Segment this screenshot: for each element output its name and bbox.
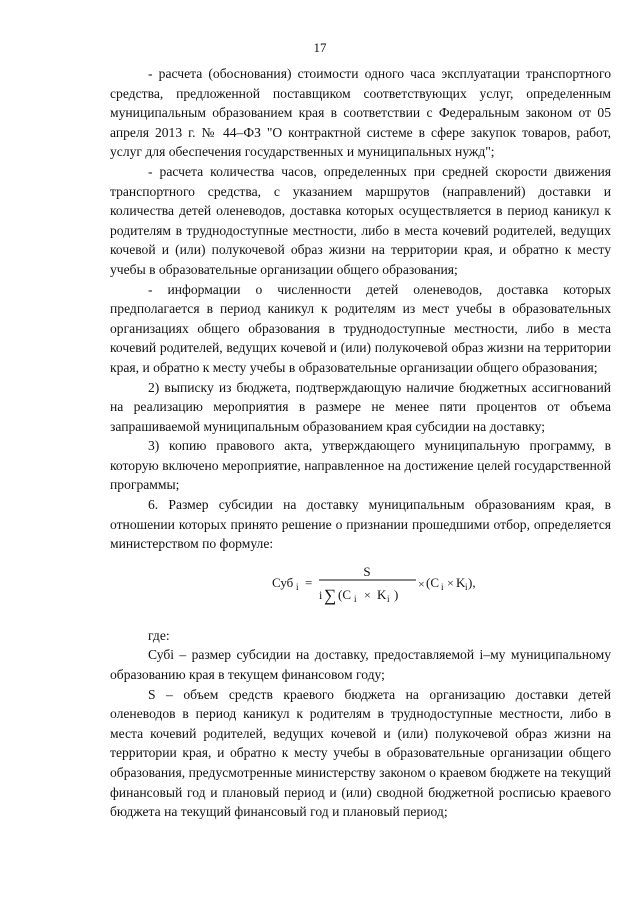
formula-denom-close: ) (394, 586, 399, 602)
paragraph: 2) выписку из бюджета, подтверждающую наличие бюджетных ассигнований на реализацию мероприятия в размере не менее пяти процентов от объема запрашиваемой муниципальным образованием края субсидии на доставку; (110, 379, 611, 434)
document-body (110, 64, 611, 822)
formula-block (110, 554, 611, 612)
formula-equals: = (305, 574, 313, 590)
formula-rhs-close: ), (468, 574, 476, 590)
formula-denom-k-sub: i (387, 593, 390, 604)
formula-denom-times: × (364, 587, 371, 602)
paragraph: - расчета (обоснования) стоимости одного часа эксплуатации транспортного средства, предложенной поставщиком соответствующих услуг, определенным муниципальным образованием края в соответствии с Федеральным законом от 05 апреля 2013 г. № 44–ФЗ "О контрактной системе в сфере закупок товаров, работ, услуг для обеспечения государственных и муниципальных нужд"; (110, 66, 611, 160)
paragraph: S – объем средств краевого бюджета на организацию доставки детей оленеводов в период каникул к родителям в труднодоступные местности, либо в места кочевий родителей, ведущих кочевой и (или) полукочевой образ жизни на территории края, и обратно к месту учебы в образовательные организации общего образования, предусмотренные министерству законом о краевом бюджете на текущий финансовый год и плановый период и (или) сводной бюджетной росписью краевого бюджета на текущий финансовый год и плановый период; (110, 686, 611, 820)
formula-rhs-k: K (456, 574, 466, 590)
formula-denom-index: i (319, 587, 323, 602)
subsidy-formula (272, 562, 476, 608)
formula-numerator: S (363, 563, 371, 579)
where-label: где: (148, 627, 170, 643)
paragraph: - информации о численности детей оленеводов, доставка которых предполагается в период каникул к родителям из мест учебы в образовательных организациях общего образования в труднодоступные местности, либо в места кочевий родителей, ведущих кочевой и (или) полукочевой образ жизни на территории края, и обратно к месту учебы в образовательные организации общего образования; (110, 281, 611, 375)
paragraph: 3) копию правового акта, утверждающего муниципальную программу, в которую включено мероприятие, направленное на достижение целей государственной программы; (110, 438, 611, 493)
formula-rhs-times: × (418, 576, 425, 591)
formula-rhs-inner-times: × (447, 575, 454, 590)
formula-rhs-k-sub: i (465, 581, 468, 592)
formula-denom-c-sub: i (354, 593, 357, 604)
formula-denom-c: (C (338, 586, 351, 602)
formula-rhs-c: (C (426, 574, 439, 590)
paragraph: 6. Размер субсидии на доставку муниципальным образованиям края, в отношении которых принято решение о признании прошедшими отбор, определяется министерством по формуле: (110, 497, 611, 552)
formula-lhs: Суб (272, 574, 294, 590)
paragraph: - расчета количества часов, определенных при средней скорости движения транспортного средства, с указанием маршрутов (направлений) доставки и количества детей оленеводов, доставка которых осуществляется в период каникул к родителям в труднодоступные местности, либо в места кочевий родителей, ведущих кочевой и (или) полукочевой образ жизни на территории края, и обратно к месту учебы в образовательные организации общего образования; (110, 163, 611, 277)
page-number: 17 (313, 40, 327, 55)
paragraph: Субi – размер субсидии на доставку, предоставляемой i–му муниципальному образованию края в текущем финансовом году; (110, 647, 611, 683)
sigma-symbol: ∑ (324, 585, 337, 605)
formula-rhs-c-sub: i (441, 581, 444, 592)
formula-lhs-sub: i (296, 581, 299, 592)
formula-denom-k: K (377, 586, 387, 602)
